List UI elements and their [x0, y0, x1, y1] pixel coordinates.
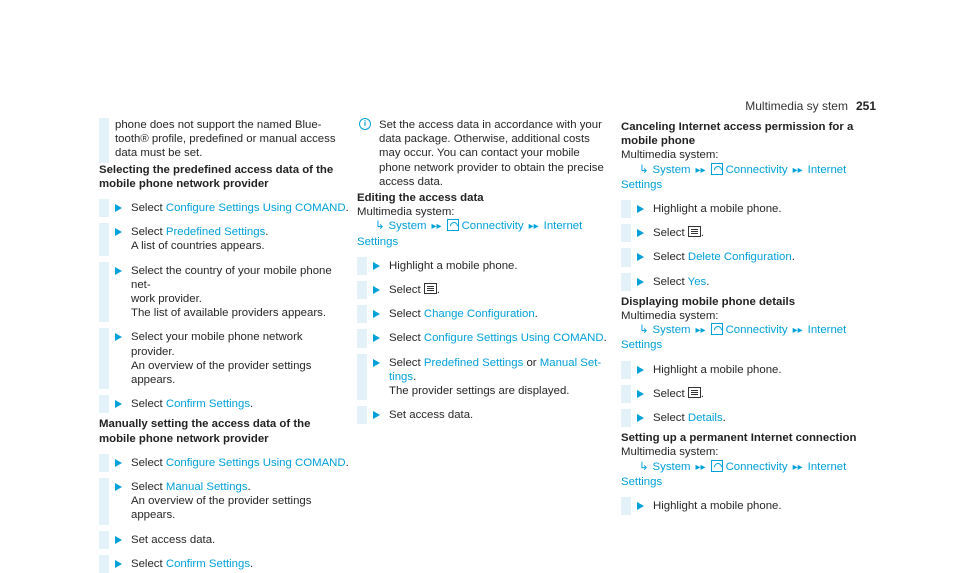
step: Highlight a mobile phone.: [357, 259, 607, 273]
double-chevron-icon: ▸▸: [792, 325, 803, 337]
arrow-icon: [115, 560, 122, 568]
double-chevron-icon: ▸▸: [695, 164, 706, 176]
arrow-icon: [115, 400, 122, 408]
arrow-icon: [637, 366, 644, 374]
arrow-icon: [637, 205, 644, 213]
double-chevron-icon: ▸▸: [792, 461, 803, 473]
menu-path: ↳ System ▸▸ Connectivity ▸▸ Internet: [639, 324, 847, 337]
double-chevron-icon: ▸▸: [695, 461, 706, 473]
link[interactable]: Configure Settings Using COMAND: [165, 456, 346, 469]
arrow-icon: [115, 228, 122, 236]
double-chevron-icon: ▸▸: [431, 221, 442, 233]
menu-path: ↳ System ▸▸ Connectivity ▸▸ Internet: [639, 163, 847, 176]
menu-icon[interactable]: [424, 283, 437, 294]
info-icon: i: [359, 118, 371, 130]
connectivity-icon: [711, 460, 723, 472]
heading-manual: Manually setting the access data of the mobile phone network provider: [99, 418, 311, 445]
menu-path: ↳ System ▸▸ Connectivity ▸▸ Internet: [639, 460, 847, 473]
step: Set access data.: [357, 408, 607, 422]
heading-details: Displaying mobile phone details: [621, 295, 796, 308]
double-chevron-icon: ▸▸: [528, 221, 539, 233]
double-chevron-icon: ▸▸: [695, 325, 706, 337]
menu-label: Multimedia system:: [357, 206, 455, 219]
step: Select .: [621, 226, 871, 240]
step: Set access data.: [99, 533, 349, 547]
menu-path-cont[interactable]: Settings: [357, 235, 399, 248]
menu-icon[interactable]: [688, 226, 701, 237]
step: Select Configure Settings Using COMAND.: [99, 456, 349, 470]
column-1: [99, 118, 349, 571]
arrow-icon: [637, 253, 644, 261]
step: Select Predefined Settings. A list of countries appears.: [99, 225, 349, 253]
arrow-icon: [115, 267, 122, 275]
double-chevron-icon: ▸▸: [792, 164, 803, 176]
arrow-icon: [637, 229, 644, 237]
column-2: [357, 118, 607, 422]
connectivity-icon: [447, 219, 459, 231]
arrow-icon: [115, 483, 122, 491]
arrow-icon: [115, 459, 122, 467]
arrow-icon: [637, 414, 644, 422]
arrow-icon: [373, 334, 380, 342]
step: Select your mobile phone network provider. An overview of the provider settings appears.: [99, 330, 349, 387]
heading-predefined: Selecting the predefined access data of the mobile phone network provider: [99, 163, 334, 190]
arrow-icon: [373, 310, 380, 318]
return-arrow-icon: ↳: [639, 460, 649, 473]
section-title: Multimedia sy stem: [745, 99, 848, 113]
arrow-icon: [373, 411, 380, 419]
step: Select Confirm Settings.: [99, 557, 349, 571]
arrow-icon: [115, 333, 122, 341]
link[interactable]: Predefined Settings: [165, 226, 266, 239]
arrow-icon: [373, 262, 380, 270]
page-header: [745, 99, 876, 113]
step: Highlight a mobile phone.: [621, 499, 871, 513]
step: Select Configure Settings Using COMAND.: [357, 331, 607, 345]
arrow-icon: [373, 359, 380, 367]
step: Select Predefined Settings or Manual Set‐ tings. The provider settings are displayed.: [357, 356, 607, 399]
connectivity-icon: [711, 163, 723, 175]
return-arrow-icon: ↳: [375, 220, 385, 233]
return-arrow-icon: ↳: [639, 163, 649, 176]
step: Select Change Configuration.: [357, 307, 607, 321]
arrow-icon: [115, 204, 122, 212]
step: Select Configure Settings Using COMAND.: [99, 201, 349, 215]
arrow-icon: [115, 536, 122, 544]
page-number: 251: [855, 99, 876, 113]
arrow-icon: [637, 278, 644, 286]
arrow-icon: [637, 390, 644, 398]
heading-canceling: Canceling Internet access permission for a mobile phone: [621, 121, 854, 148]
step: Highlight a mobile phone.: [621, 202, 871, 216]
link[interactable]: Confirm Settings: [165, 398, 251, 411]
step: Select Delete Configuration.: [621, 250, 871, 264]
menu-icon[interactable]: [688, 387, 701, 398]
step: Select Details.: [621, 411, 871, 425]
step: Select .: [357, 283, 607, 297]
step: Select .: [621, 387, 871, 401]
info-note: i Set the access data in accordance with your data package. Otherwise, additional costs may occur. You can contact your mobile phone network provider to obtain the precise access data.: [357, 118, 607, 189]
intro-text: phone does not support the named Blue‐ tooth® profile, predefined or manual access data must be set.: [99, 118, 349, 161]
heading-permanent: Setting up a permanent Internet connection: [621, 432, 857, 445]
link[interactable]: Configure Settings Using COMAND: [165, 202, 346, 215]
link[interactable]: Confirm Settings: [165, 557, 251, 570]
column-3: Canceling Internet access permission for a mobile phone Multimedia system: ↳ System ▸▸ Connectivity ▸▸ Internet Settings Highlight a mobile phone. Select . Select Delete Configuration. Select Yes. Displaying mobile phone details Multimedia system: ↳ System ▸▸ Connectivity ▸▸ Internet Settings Highlight a mobile phone. Select . Select Details. Setting up a permanent Internet connection Multimedia system: ↳ System ▸▸ Connectivity ▸▸ Internet Settings Highlight a mobile phone.: [621, 118, 871, 513]
connectivity-icon: [711, 323, 723, 335]
step: Select Manual Settings. An overview of the provider settings appears.: [99, 480, 349, 523]
menu-path: ↳ System ▸▸ Connectivity ▸▸ Internet: [375, 220, 583, 233]
return-arrow-icon: ↳: [639, 324, 649, 337]
step: Select Yes.: [621, 275, 871, 289]
step: Select Confirm Settings.: [99, 397, 349, 411]
arrow-icon: [637, 502, 644, 510]
arrow-icon: [373, 286, 380, 294]
link[interactable]: Manual Settings: [165, 481, 248, 494]
step: Highlight a mobile phone.: [621, 363, 871, 377]
heading-editing: Editing the access data: [357, 192, 484, 205]
step: Select the country of your mobile phone net‐ work provider. The list of available providers appears.: [99, 264, 349, 321]
